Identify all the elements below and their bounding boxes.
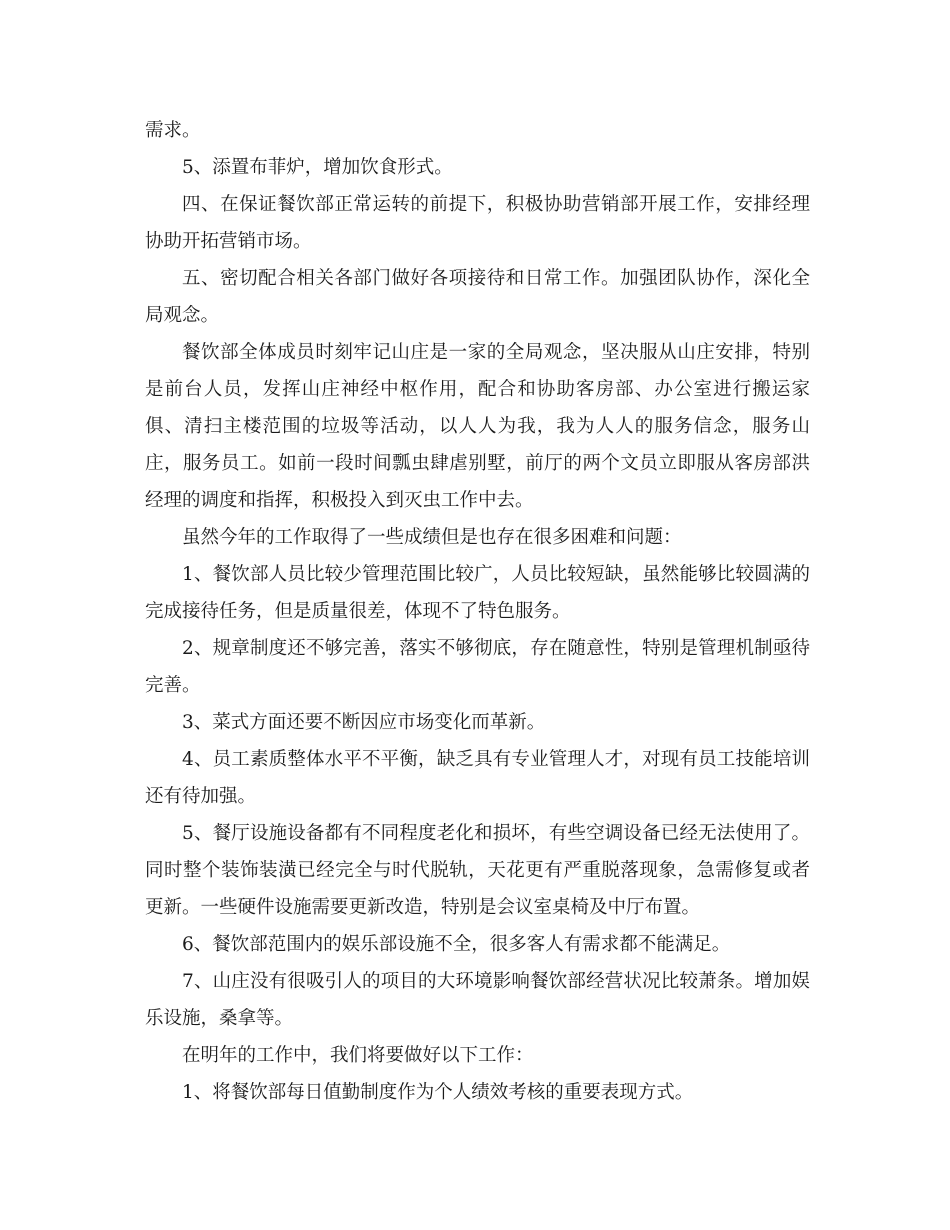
paragraph-13: 在明年的工作中，我们将要做好以下工作： bbox=[182, 1045, 534, 1066]
paragraph-14: 1、将餐饮部每日值勤制度作为个人绩效考核的重要表现方式。 bbox=[182, 1082, 694, 1103]
paragraph-2: 四、在保证餐饮部正常运转的前提下，积极协助营销部开展工作，安排经理协助开拓营销市场。 bbox=[145, 194, 810, 252]
paragraph-7: 2、规章制度还不够完善，落实不够彻底，存在随意性，特别是管理机制亟待完善。 bbox=[145, 638, 810, 696]
paragraph-8: 3、菜式方面还要不断因应市场变化而革新。 bbox=[182, 712, 546, 733]
paragraph-11: 6、餐饮部范围内的娱乐部设施不全，很多客人有需求都不能满足。 bbox=[182, 934, 731, 955]
paragraph-5: 虽然今年的工作取得了一些成绩但是也存在很多困难和问题： bbox=[182, 527, 682, 548]
document-body bbox=[145, 112, 810, 1111]
paragraph-6: 1、餐饮部人员比较少管理范围比较广，人员比较短缺，虽然能够比较圆满的完成接待任务，但是质量很差，体现不了特色服务。 bbox=[145, 564, 810, 622]
paragraph-1: 5、添置布菲炉，增加饮食形式。 bbox=[182, 157, 453, 178]
paragraph-0: 需求。 bbox=[145, 120, 201, 141]
paragraph-9: 4、员工素质整体水平不平衡，缺乏具有专业管理人才，对现有员工技能培训还有待加强。 bbox=[145, 749, 810, 807]
paragraph-10: 5、餐厅设施设备都有不同程度老化和损坏，有些空调设备已经无法使用了。同时整个装饰装潢已经完全与时代脱轨，天花更有严重脱落现象，急需修复或者更新。一些硬件设施需要更新改造，特别是会议室桌椅及中厅布置。 bbox=[145, 823, 810, 918]
paragraph-12: 7、山庄没有很吸引人的项目的大环境影响餐饮部经营状况比较萧条。增加娱乐设施，桑拿等。 bbox=[145, 971, 810, 1029]
paragraph-4: 餐饮部全体成员时刻牢记山庄是一家的全局观念，坚决服从山庄安排，特别是前台人员，发挥山庄神经中枢作用，配合和协助客房部、办公室进行搬运家俱、清扫主楼范围的垃圾等活动，以人人为我，我为人人的服务信念，服务山庄，服务员工。如前一段时间瓢虫肆虐别墅，前厅的两个文员立即服从客房部洪经理的调度和指挥，积极投入到灭虫工作中去。 bbox=[145, 342, 810, 511]
paragraph-3: 五、密切配合相关各部门做好各项接待和日常工作。加强团队协作，深化全局观念。 bbox=[145, 268, 810, 326]
